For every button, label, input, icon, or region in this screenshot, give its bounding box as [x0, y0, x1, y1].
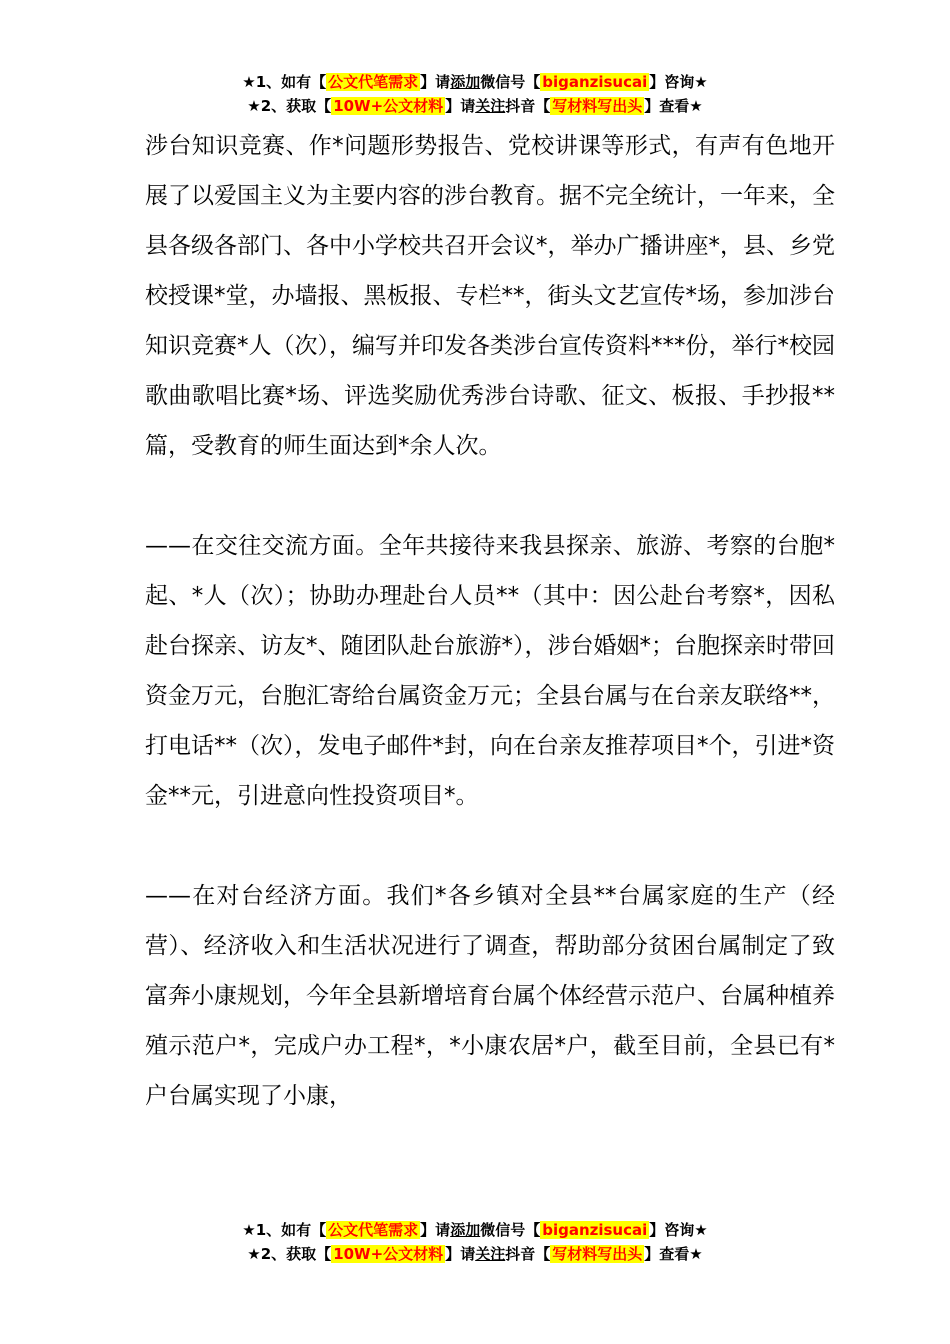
banner-line-1: ★1、如有【 公文代笔需求 】请添加微信号【 biganzisucai 】咨询★: [242, 73, 708, 91]
highlight-service: 公文代笔需求: [328, 73, 419, 91]
banner-line-2: ★2、获取【 10W+公文材料 】请关注抖音【 写材料写出头 】查看★: [247, 1245, 703, 1263]
highlight-materials: 10W+公文材料: [333, 97, 444, 115]
highlight-wechat-id: biganzisucai: [542, 1221, 648, 1239]
paragraph-economy: ——在对台经济方面。我们*各乡镇对全县**台属家庭的生产（经营）、经济收入和生活状况进行了调查，帮助部分贫困台属制定了致富奔小康规划，今年全县新增培育台属个体经营示范户、台属种植养殖示范户*，完成户办工程*，*小康农居*户，截至目前，全县已有*户台属实现了小康，: [145, 883, 835, 1109]
paragraph-exchange: ——在交往交流方面。全年共接待来我县探亲、旅游、考察的台胞*起、*人（次）；协助办理赴台人员**（其中：因公赴台考察*，因私赴台探亲、访友*、随团队赴台旅游*），涉台婚姻*；台胞探亲时带回资金万元，台胞汇寄给台属资金万元；全县台属与在台亲友联络**，打电话**（次），发电子邮件*封，向在台亲友推荐项目*个，引进*资金**元，引进意向性投资项目*。: [145, 533, 835, 809]
footer-banner: [0, 1218, 950, 1266]
highlight-materials: 10W+公文材料: [333, 1245, 444, 1263]
highlight-service: 公文代笔需求: [328, 1221, 419, 1239]
banner-line-2: ★2、获取【 10W+公文材料 】请关注抖音【 写材料写出头 】查看★: [247, 97, 703, 115]
highlight-douyin-account: 写材料写出头: [552, 97, 643, 115]
highlight-douyin-account: 写材料写出头: [552, 1245, 643, 1263]
banner-line-1: ★1、如有【 公文代笔需求 】请添加微信号【 biganzisucai 】咨询★: [242, 1221, 708, 1239]
header-banner: [0, 70, 950, 118]
highlight-wechat-id: biganzisucai: [542, 73, 648, 91]
paragraph-education: 涉台知识竞赛、作*问题形势报告、党校讲课等形式，有声有色地开展了以爱国主义为主要内容的涉台教育。据不完全统计，一年来，全县各级各部门、各中小学校共召开会议*，举办广播讲座*，县、乡党校授课*堂，办墙报、黑板报、专栏**，街头文艺宣传*场，参加涉台知识竞赛*人（次），编写并印发各类涉台宣传资料***份，举行*校园歌曲歌唱比赛*场、评选奖励优秀涉台诗歌、征文、板报、手抄报**篇，受教育的师生面达到*余人次。: [145, 133, 835, 459]
document-body: [145, 121, 835, 1121]
